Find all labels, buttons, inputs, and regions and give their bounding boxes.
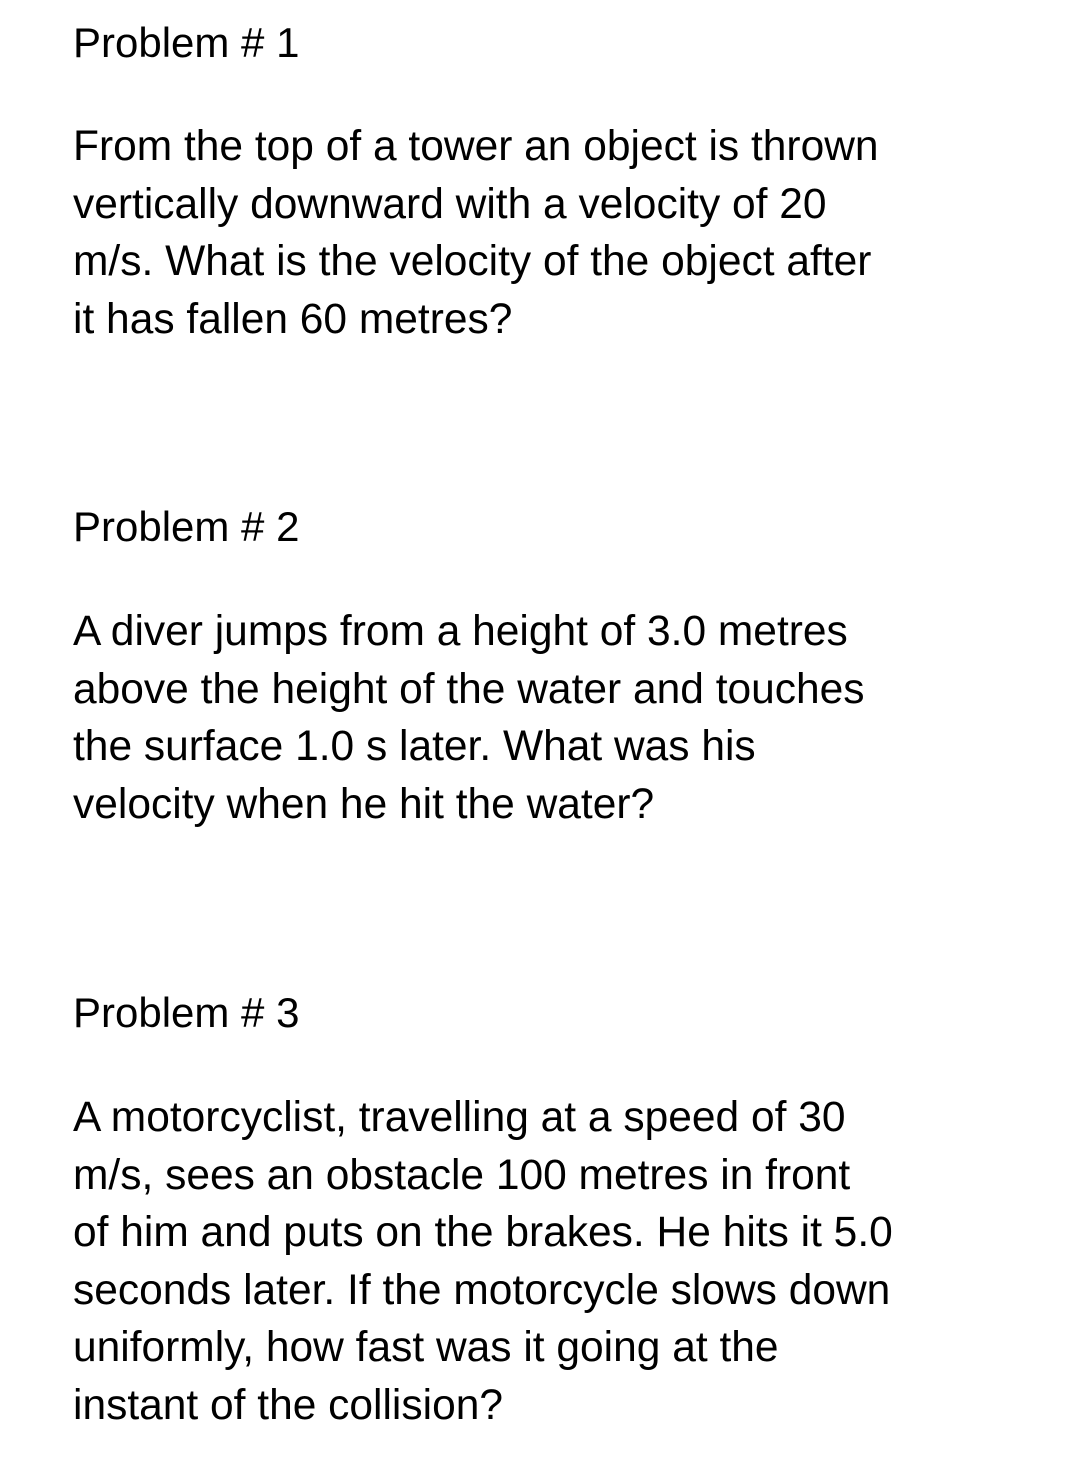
problem-3-line: seconds later. If the motorcycle slows down bbox=[73, 1266, 891, 1314]
problem-2-line: velocity when he hit the water? bbox=[73, 780, 655, 828]
problem-3-line: of him and puts on the brakes. He hits it 5.0 bbox=[73, 1209, 893, 1256]
problem-2-line: A diver jumps from a height of 3.0 metres bbox=[73, 608, 848, 655]
problem-3-heading: Problem # 3 bbox=[73, 989, 300, 1036]
problem-2-text bbox=[73, 603, 1033, 833]
problem-3-line: A motorcyclist, travelling at a speed of 30 bbox=[73, 1094, 846, 1141]
problem-3-text bbox=[73, 1089, 1033, 1434]
problem-1-heading: Problem # 1 bbox=[73, 19, 300, 66]
problem-1-line: From the top of a tower an object is thrown bbox=[73, 123, 879, 170]
problem-3-line: instant of the collision? bbox=[73, 1381, 503, 1429]
problem-3-line: uniformly, how fast was it going at the bbox=[73, 1324, 779, 1371]
problem-1-line: it has fallen 60 metres? bbox=[73, 295, 513, 343]
problem-1-text bbox=[73, 118, 1033, 348]
problem-2-line: the surface 1.0 s later. What was his bbox=[73, 723, 756, 770]
problem-1-line: m/s. What is the velocity of the object after bbox=[73, 238, 872, 285]
problem-2-heading: Problem # 2 bbox=[73, 503, 300, 550]
problem-1-line: vertically downward with a velocity of 20 bbox=[73, 180, 827, 228]
problem-2-line: above the height of the water and touches bbox=[73, 665, 865, 713]
problem-3-line: m/s, sees an obstacle 100 metres in front bbox=[73, 1151, 851, 1199]
